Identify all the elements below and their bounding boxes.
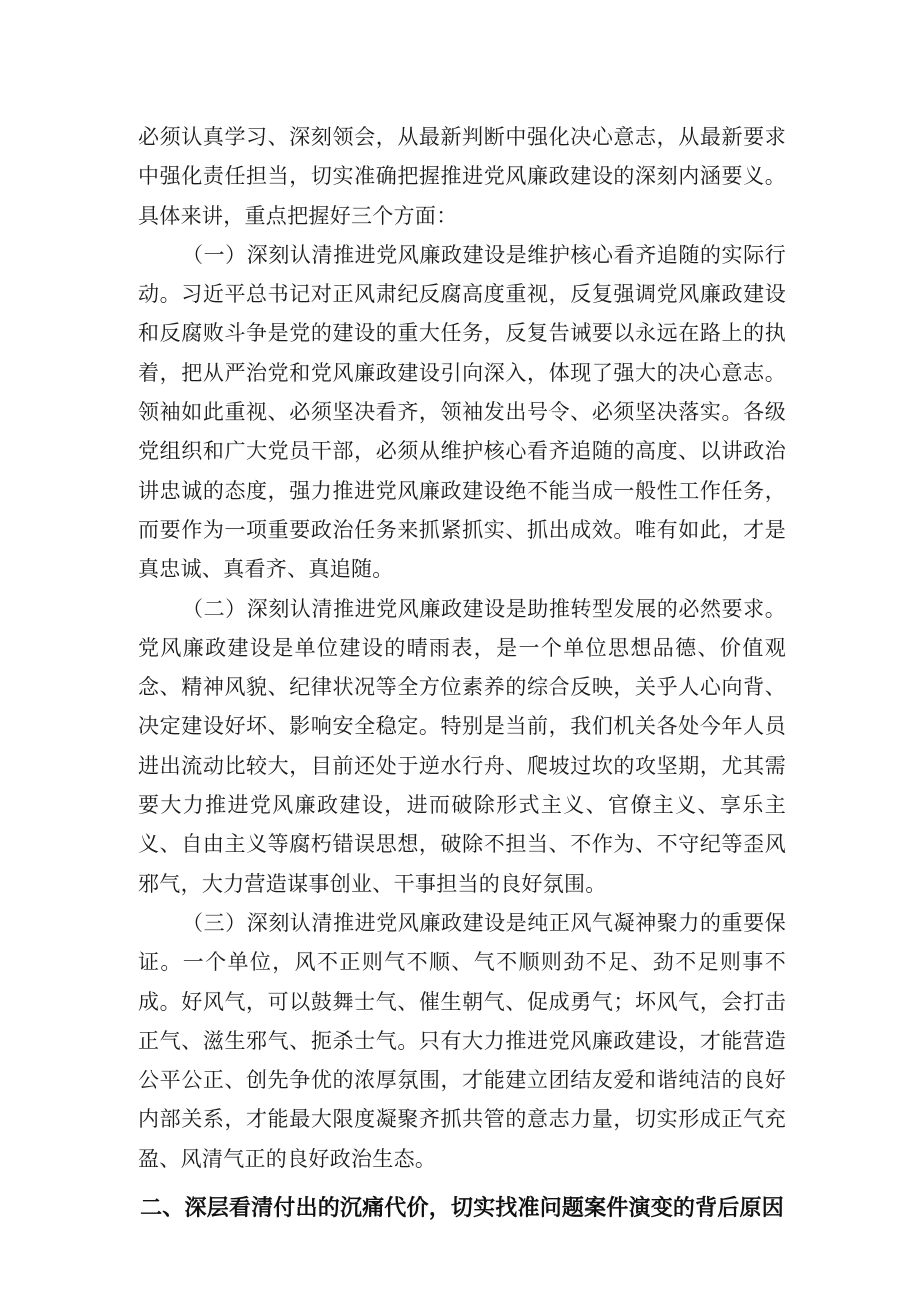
paragraph-point-3: （三）深刻认清推进党风廉政建设是纯正风气凝神聚力的重要保证。一个单位，风不正则气不顺、气不顺则劲不足、劲不足则事不成。好风气，可以鼓舞士气、催生朝气、促成勇气；坏风气，会打击正气、滋生邪气、扼杀士气。只有大力推进党风廉政建设，才能营造公平公正、创先争优的浓厚氛围，才能建立团结友爱和谐纯洁的良好内部关系，才能最大限度凝聚齐抓共管的意志力量，切实形成正气充盈、风清气正的良好政治生态。: [138, 910, 786, 1171]
paragraph-intro: 必须认真学习、深刻领会，从最新判断中强化决心意志，从最新要求中强化责任担当，切实准确把握推进党风廉政建设的深刻内涵要义。具体来讲，重点把握好三个方面：: [138, 125, 786, 228]
document-page: [138, 118, 786, 1229]
section-heading: 二、深层看清付出的沉痛代价，切实找准问题案件演变的背后原因: [140, 1196, 784, 1222]
paragraph-point-2: （二）深刻认清推进党风廉政建设是助推转型发展的必然要求。党风廉政建设是单位建设的晴雨表，是一个单位思想品德、价值观念、精神风貌、纪律状况等全方位素养的综合反映，关乎人心向背、决定建设好坏、影响安全稳定。特别是当前，我们机关各处今年人员进出流动比较大，目前还处于逆水行舟、爬坡过坎的攻坚期，尤其需要大力推进党风廉政建设，进而破除形式主义、官僚主义、享乐主义、自由主义等腐朽错误思想，破除不担当、不作为、不守纪等歪风邪气，大力营造谋事创业、干事担当的良好氛围。: [138, 596, 786, 896]
paragraph-point-1: （一）深刻认清推进党风廉政建设是维护核心看齐追随的实际行动。习近平总书记对正风肃纪反腐高度重视，反复强调党风廉政建设和反腐败斗争是党的建设的重大任务，反复告诫要以永远在路上的执着，把从严治党和党风廉政建设引向深入，体现了强大的决心意志。领袖如此重视、必须坚决看齐，领袖发出号令、必须坚决落实。各级党组织和广大党员干部，必须从维护核心看齐追随的高度、以讲政治讲忠诚的态度，强力推进党风廉政建设绝不能当成一般性工作任务，而要作为一项重要政治任务来抓紧抓实、抓出成效。唯有如此，才是真忠诚、真看齐、真追随。: [138, 242, 786, 582]
